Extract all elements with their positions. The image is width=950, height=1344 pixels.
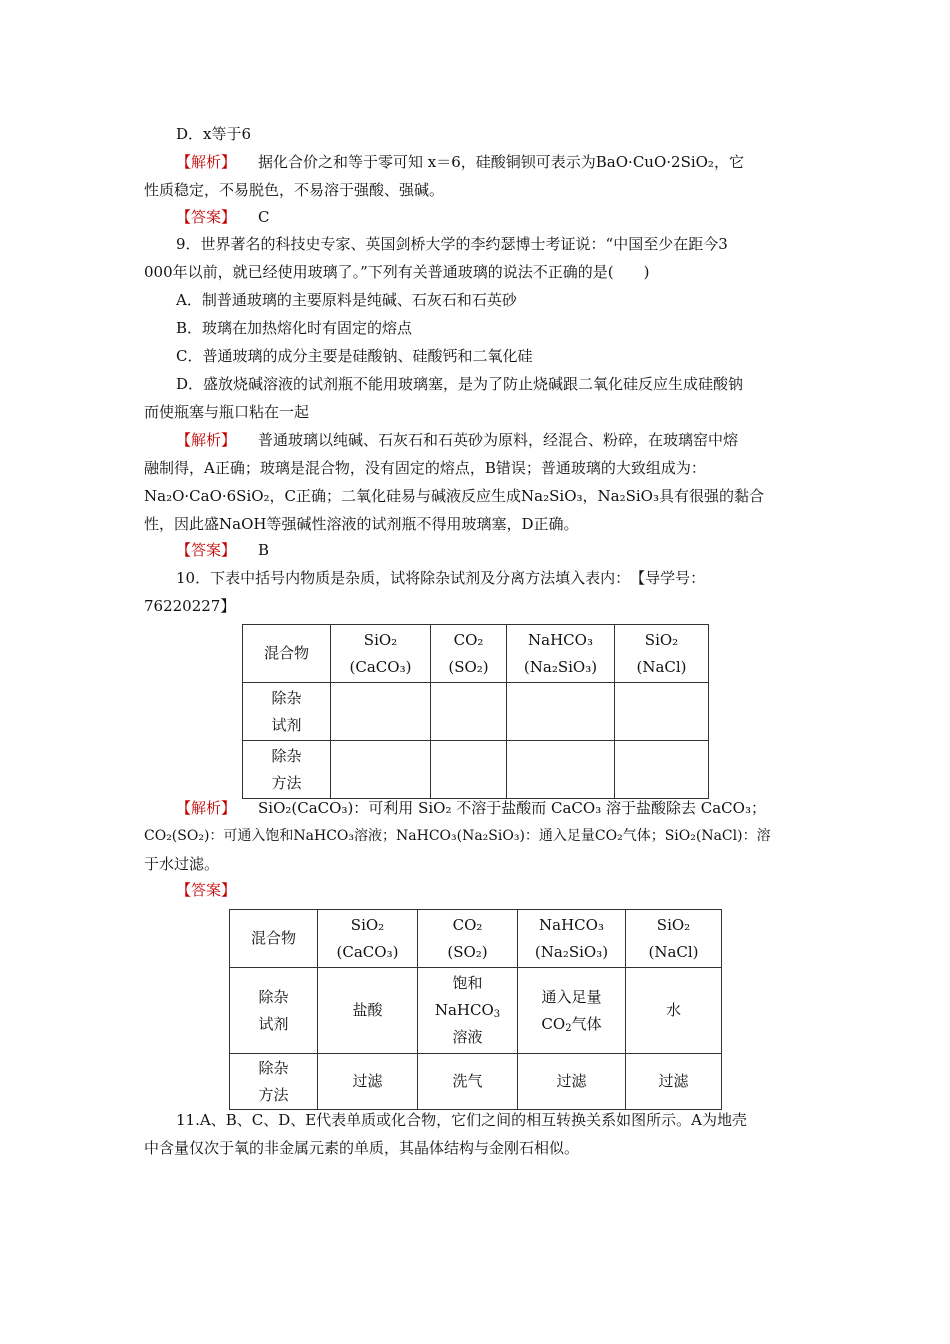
reagent-cell: 盐酸	[318, 968, 418, 1054]
empty-cell	[431, 683, 507, 741]
q10-stem-line2: 76220227】	[144, 597, 236, 615]
mixture-cell: SiO₂ (NaCl)	[615, 625, 709, 683]
analysis-tag: 【解析】	[176, 799, 237, 817]
q10-answer	[144, 880, 236, 900]
row-label-mixture: 混合物	[243, 625, 331, 683]
answer-tag: 【答案】	[176, 541, 237, 559]
q9-option-a: A．制普通玻璃的主要原料是纯碱、石灰石和石英砂	[176, 291, 517, 309]
empty-cell	[507, 741, 615, 799]
q9-analysis-line4: 性，因此盛NaOH等强碱性溶液的试剂瓶不得用玻璃塞，D正确。	[144, 515, 579, 533]
mixture-cell: CO₂ (SO₂)	[418, 910, 518, 968]
row-label-method: 除杂 方法	[243, 741, 331, 799]
empty-cell	[331, 741, 431, 799]
q10-analysis-line3: 于水过滤。	[144, 855, 220, 873]
answer-table	[229, 909, 722, 1110]
answer-tag: 【答案】	[176, 208, 237, 226]
q11-stem-line2: 中含量仅次于氧的非金属元素的单质，其晶体结构与金刚石相似。	[144, 1139, 580, 1157]
row-label-reagent: 除杂 试剂	[230, 968, 318, 1054]
q8-analysis-line1: 【解析】 据化合价之和等于零可知 x＝6，硅酸铜钡可表示为BaO·CuO·2SiO₂，它	[176, 153, 744, 171]
q9-analysis-line1: 【解析】 普通玻璃以纯碱、石灰石和石英砂为原料，经混合、粉碎，在玻璃窑中熔	[176, 431, 739, 449]
q9-stem-line2: 000年以前，就已经使用玻璃了。”下列有关普通玻璃的说法不正确的是( )	[144, 263, 650, 281]
question-table	[242, 624, 709, 799]
q9-option-d-line1: D．盛放烧碱溶液的试剂瓶不能用玻璃塞，是为了防止烧碱跟二氧化硅反应生成硅酸钠	[176, 375, 744, 393]
empty-cell	[615, 741, 709, 799]
q9-option-b: B．玻璃在加热熔化时有固定的熔点	[176, 319, 413, 337]
analysis-tag: 【解析】	[176, 153, 237, 171]
method-cell: 洗气	[418, 1054, 518, 1110]
reagent-cell: 通入足量 $CO_2$气体	[518, 968, 626, 1054]
reagent-cell: 水	[626, 968, 722, 1054]
mixture-cell: SiO₂ (NaCl)	[626, 910, 722, 968]
empty-cell	[331, 683, 431, 741]
q9-option-c: C．普通玻璃的成分主要是硅酸钠、硅酸钙和二氧化硅	[176, 347, 533, 365]
mixture-cell: NaHCO₃ (Na₂SiO₃)	[518, 910, 626, 968]
q9-answer: 【答案】 B	[176, 541, 270, 559]
method-cell: 过滤	[318, 1054, 418, 1110]
mixture-cell: CO₂ (SO₂)	[431, 625, 507, 683]
method-cell: 过滤	[626, 1054, 722, 1110]
q9-stem-line1: 9．世界著名的科技史专家、英国剑桥大学的李约瑟博士考证说：“中国至少在距今3	[176, 235, 728, 253]
q10-analysis-line1: 【解析】 SiO₂(CaCO₃)：可利用 SiO₂ 不溶于盐酸而 CaCO₃ 溶于盐酸除去 CaCO₃；	[176, 799, 766, 817]
empty-cell	[615, 683, 709, 741]
row-label-mixture: 混合物	[230, 910, 318, 968]
reagent-cell: 饱和 NaHCO$_3$ 溶液	[418, 968, 518, 1054]
row-label-reagent: 除杂 试剂	[243, 683, 331, 741]
q10-stem-line1: 10．下表中括号内物质是杂质，试将除杂试剂及分离方法填入表内： 【导学号：	[176, 569, 706, 587]
method-cell: 过滤	[518, 1054, 626, 1110]
empty-cell	[507, 683, 615, 741]
q8-analysis-line2: 性质稳定，不易脱色，不易溶于强酸、强碱。	[144, 181, 445, 199]
analysis-tag: 【解析】	[176, 431, 237, 449]
q9-analysis-line2: 融制得，A正确；玻璃是混合物，没有固定的熔点，B错误；普通玻璃的大致组成为：	[144, 459, 706, 477]
mixture-cell: NaHCO₃ (Na₂SiO₃)	[507, 625, 615, 683]
q9-analysis-line3: Na₂O·CaO·6SiO₂，C正确；二氧化硅易与碱液反应生成Na₂SiO₃，Na₂SiO₃具有很强的黏合	[144, 487, 764, 505]
q11-stem-line1: 11.A、B、C、D、E代表单质或化合物，它们之间的相互转换关系如图所示。A为地壳	[176, 1111, 747, 1129]
q9-option-d-line2: 而使瓶塞与瓶口粘在一起	[144, 403, 310, 421]
mixture-cell: SiO₂ (CaCO₃)	[318, 910, 418, 968]
answer-tag: 【答案】	[176, 881, 237, 899]
q8-answer: 【答案】 C	[176, 208, 270, 226]
q8-option-d: D．x等于6	[176, 125, 252, 143]
q10-analysis-line2: CO₂(SO₂)：可通入饱和NaHCO₃溶液；NaHCO₃(Na₂SiO₃)：通入足量CO₂气体；SiO₂(NaCl)：溶	[144, 828, 771, 844]
mixture-cell: SiO₂ (CaCO₃)	[331, 625, 431, 683]
row-label-method: 除杂 方法	[230, 1054, 318, 1110]
empty-cell	[431, 741, 507, 799]
